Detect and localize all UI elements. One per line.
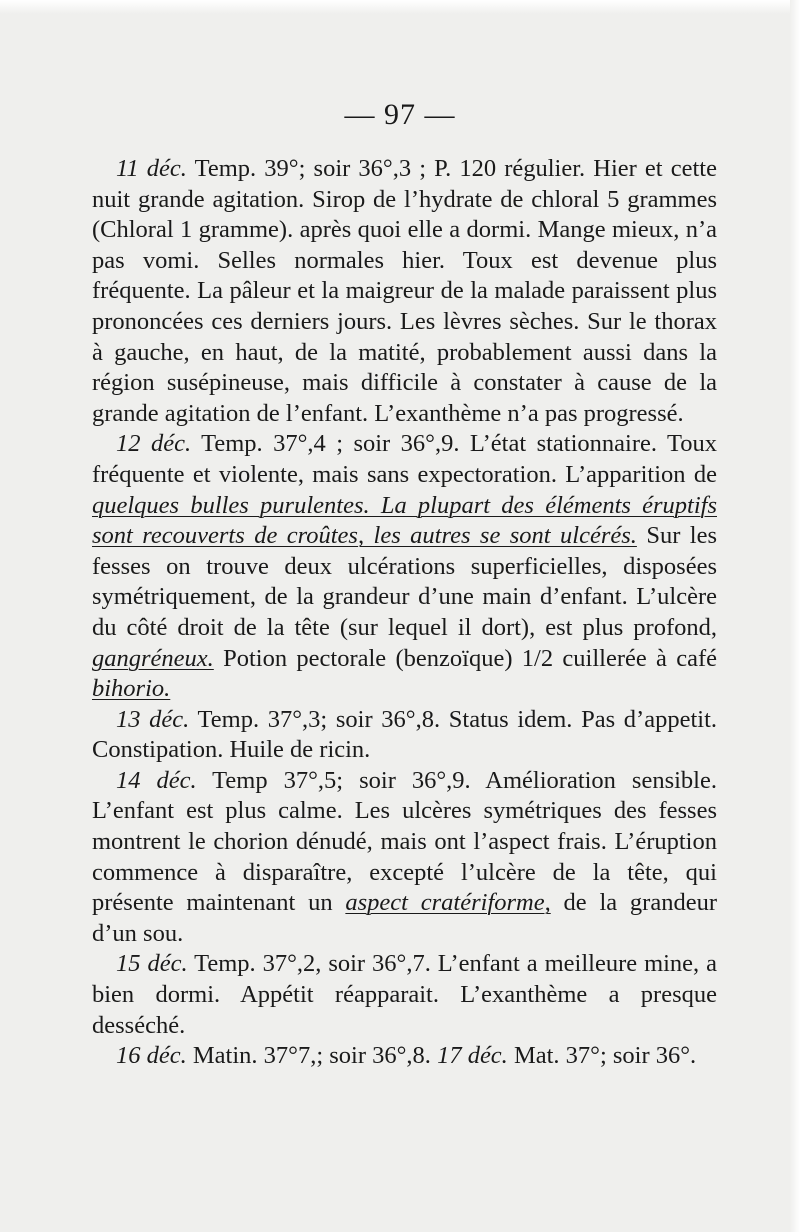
entry-paragraph <box>92 949 717 1041</box>
entry-paragraph <box>92 429 717 704</box>
entry-text: Temp. 39°; soir 36°,3 ; P. 120 régulier. Hier et cette nuit grande agitation. Sirop de l’hydrate de chloral 5 grammes (Chloral 1 gramme). après quoi elle a dormi. Mange mieux, n’a pas vomi. Selles normales hier. Toux est devenue plus fréquente. La pâleur et la maigreur de la malade paraissent plus prononcées ces derniers jours. Les lèvres sèches. Sur le thorax à gauche, en haut, de la matité, probablement aussi dans la région susépineuse, mais difficile à constater à cause de la grande agitation de l’enfant. L’exanthème n’a pas progressé. <box>92 155 717 427</box>
entry-text: Temp. 37°,3; soir 36°,8. Status idem. Pas d’appetit. Constipation. Huile de ricin. <box>92 705 717 764</box>
entry-date: 14 déc. <box>116 766 197 794</box>
body-text <box>92 154 717 1072</box>
entry-text: Mat. 37°; soir 36°. <box>507 1042 697 1070</box>
entry-paragraph <box>92 1041 717 1072</box>
italic-passage: aspect cratériforme, <box>345 889 551 917</box>
entry-text: de la grandeur d’un sou. <box>92 889 717 947</box>
page-number: — 97 — <box>344 98 456 131</box>
entry-paragraph <box>92 705 717 766</box>
entry-date: 17 déc. <box>437 1042 508 1070</box>
italic-passage: quelques bulles purulentes. La plupart des éléments éruptifs sont recouverts de croûtes, les autres se sont ulcérés. <box>92 491 717 550</box>
entry-text: Sur les fesses on trouve deux ulcérations superficielles, disposées symétriquement, de la grandeur d’une main d’enfant. L’ulcère du côté droit de la tête (sur lequel il dort), est plus profond, <box>92 522 718 641</box>
entry-text: Temp. 37°,4 ; soir 36°,9. L’état stationnaire. Toux fréquente et violente, mais sans expectoration. L’apparition de <box>92 430 717 488</box>
entry-text: Temp 37°,5; soir 36°,9. Amélioration sensible. L’enfant est plus calme. Les ulcères symétriques des fesses montrent le chorion dénudé, mais ont l’aspect frais. L’éruption commence à disparaître, excepté l’ulcère de la tête, qui présente maintenant un <box>92 766 717 917</box>
page-edge-right <box>790 0 800 1232</box>
entry-paragraph <box>92 766 717 950</box>
entry-date: 12 déc. <box>116 430 192 458</box>
entry-date: 13 déc. <box>116 705 190 733</box>
entry-text: Potion pectorale (benzoïque) 1/2 cuillerée à café <box>213 644 717 672</box>
italic-word: bihorio. <box>92 675 171 703</box>
entry-text: Temp. 37°,2, soir 36°,7. L’enfant a meilleure mine, a bien dormi. Appétit réapparait. L’exanthème a presque desséché. <box>92 950 717 1039</box>
entry-paragraph <box>92 154 717 429</box>
entry-date: 15 déc. <box>116 950 188 978</box>
page-edge-top <box>0 0 800 14</box>
entry-date: 16 déc. <box>116 1042 187 1070</box>
entry-date: 11 déc. <box>116 155 187 182</box>
entry-text: Matin. 37°7,; soir 36°,8. <box>186 1042 438 1070</box>
italic-word: gangréneux. <box>92 644 214 672</box>
